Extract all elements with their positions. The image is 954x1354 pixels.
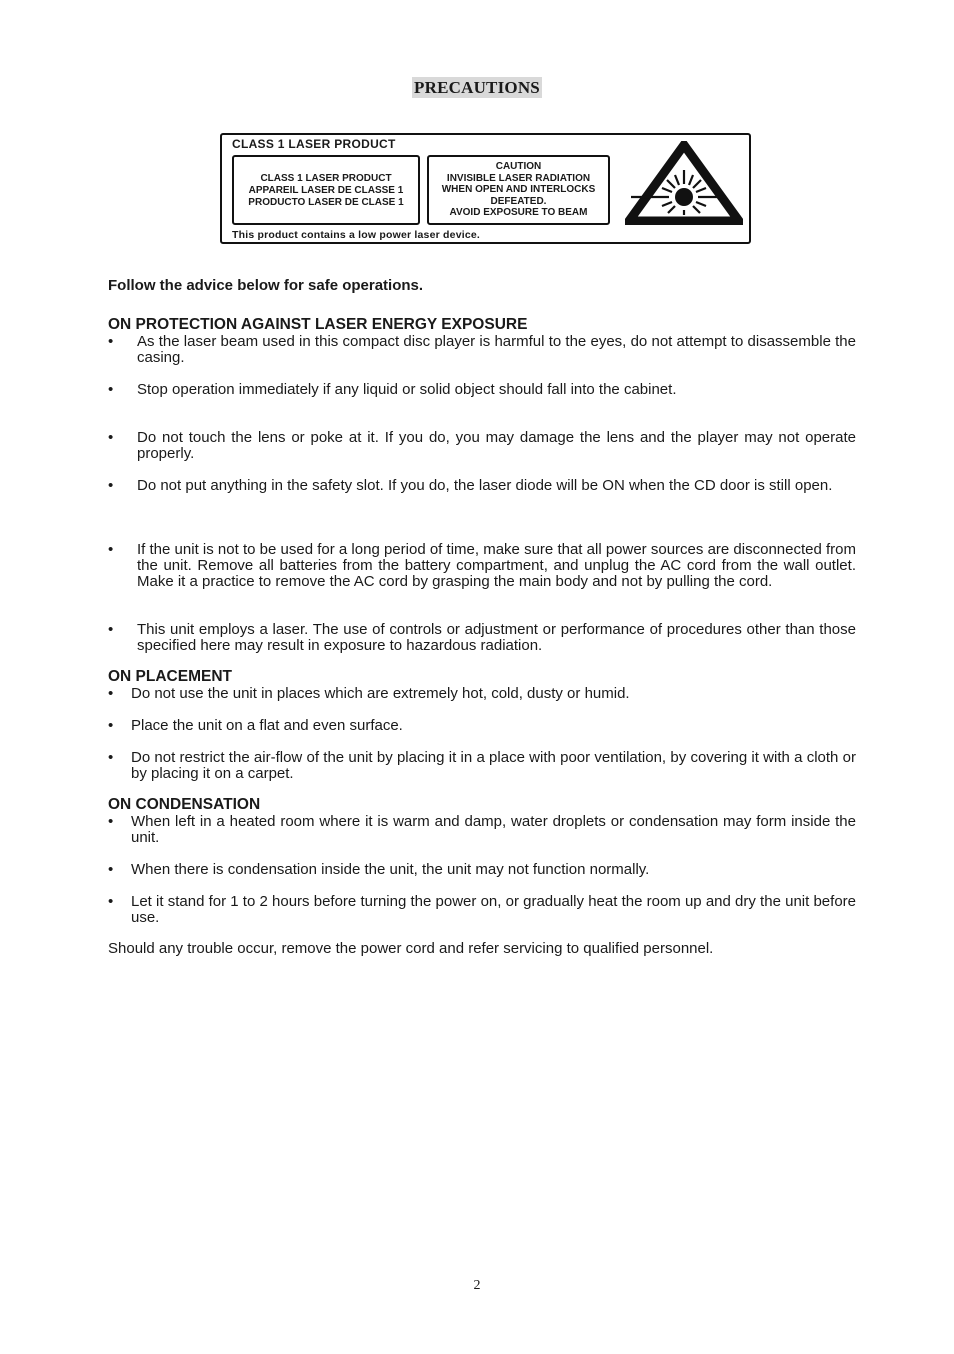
bullet: • [108, 541, 114, 558]
list-item-text: When left in a heated room where it is warm and damp, water droplets or condensation may form inside the unit. [131, 813, 856, 846]
laser-caution-box [427, 155, 610, 225]
list-item [108, 478, 856, 494]
page-number: 2 [473, 1278, 481, 1293]
bullet: • [108, 893, 114, 910]
page-title: PRECAUTIONS [414, 78, 540, 97]
bullet: • [108, 381, 114, 398]
bullet: • [108, 813, 114, 830]
section-heading-laser: ON PROTECTION AGAINST LASER ENERGY EXPOSURE [108, 316, 528, 333]
list-item [108, 894, 856, 926]
list-item [108, 622, 856, 654]
caution-line: INVISIBLE LASER RADIATION [446, 172, 591, 184]
page-title-wrap [0, 78, 954, 98]
laser-label-footer: This product contains a low power laser device. [232, 229, 481, 241]
bullet: • [108, 333, 114, 350]
laser-class-box [232, 155, 420, 225]
list-item [108, 862, 856, 878]
list-item-text: Place the unit on a flat and even surface. [131, 717, 403, 734]
laser-class-line: APPAREIL LASER DE CLASSE 1 [248, 185, 404, 196]
laser-label-header: CLASS 1 LASER PRODUCT [232, 137, 396, 151]
section-heading-condensation: ON CONDENSATION [108, 796, 261, 813]
laser-class-line: CLASS 1 LASER PRODUCT [260, 173, 392, 184]
list-item [108, 334, 856, 366]
bullet: • [108, 685, 114, 702]
section-heading-placement: ON PLACEMENT [108, 668, 232, 685]
caution-line: AVOID EXPOSURE TO BEAM [449, 207, 588, 218]
list-item-text: Let it stand for 1 to 2 hours before turning the power on, or gradually heat the room up and dry the unit before use. [131, 893, 856, 926]
intro-text: Follow the advice below for safe operations. [108, 277, 424, 294]
bullet: • [108, 477, 114, 494]
laser-warning-icon [625, 141, 743, 225]
list-item-text: Do not use the unit in places which are extremely hot, cold, dusty or humid. [131, 685, 630, 702]
bullet: • [108, 621, 114, 638]
list-item [108, 430, 856, 462]
laser-label [220, 133, 751, 244]
caution-line: WHEN OPEN AND INTERLOCKS [441, 184, 596, 195]
laser-class-line: PRODUCTO LASER DE CLASE 1 [248, 197, 404, 208]
closing-text: Should any trouble occur, remove the power cord and refer servicing to qualified personnel. [108, 940, 714, 957]
list-item-text: Do not touch the lens or poke at it. If you do, you may damage the lens and the player may not operate properly. [137, 429, 856, 462]
caution-line: CAUTION [495, 161, 542, 172]
bullet: • [108, 861, 114, 878]
list-item [108, 686, 856, 702]
caution-line: DEFEATED. [490, 195, 547, 207]
list-item-text: This unit employs a laser. The use of controls or adjustment or performance of procedures other than those specified here may result in exposure to hazardous radiation. [137, 621, 856, 654]
bullet: • [108, 749, 114, 766]
bullet: • [108, 717, 114, 734]
list-item [108, 542, 856, 590]
list-item [108, 382, 856, 398]
list-item [108, 814, 856, 846]
list-item-text: As the laser beam used in this compact disc player is harmful to the eyes, do not attempt to disassemble the casing. [137, 333, 856, 366]
list-item [108, 718, 856, 734]
bullet: • [108, 429, 114, 446]
list-item-text: When there is condensation inside the unit, the unit may not function normally. [131, 861, 650, 878]
list-item-text: Do not put anything in the safety slot. If you do, the laser diode will be ON when the CD door is still open. [137, 477, 833, 494]
list-item-text: Stop operation immediately if any liquid or solid object should fall into the cabinet. [137, 381, 677, 398]
list-item-text: Do not restrict the air-flow of the unit by placing it in a place with poor ventilation, by covering it with a cloth or by placing it on a carpet. [131, 749, 856, 782]
list-item [108, 750, 856, 782]
list-item-text: If the unit is not to be used for a long period of time, make sure that all power sources are disconnected from the unit. Remove all batteries from the battery compartment, and unplug the AC cord from the wall outlet. Make it a practice to remove the AC cord by grasping the main body and not by pulling the cord. [137, 541, 856, 590]
